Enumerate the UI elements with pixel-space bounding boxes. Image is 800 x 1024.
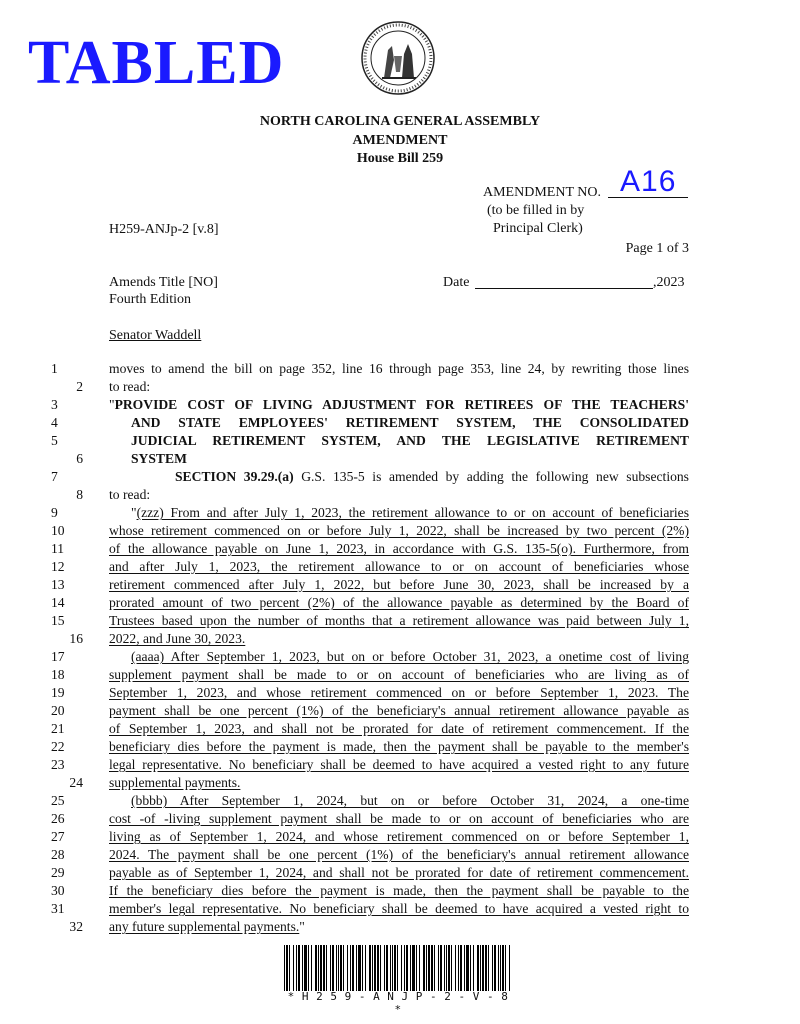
amendment-number: A16: [620, 165, 677, 198]
barcode-bar: [464, 945, 465, 991]
barcode-bar: [440, 945, 442, 991]
barcode-bar: [318, 945, 319, 991]
barcode-bar: [350, 945, 351, 991]
barcode-bar: [365, 945, 366, 991]
barcode-bar: [434, 945, 435, 991]
date-year: ,2023: [653, 275, 685, 290]
text-line: 12 and after July 1, 2023, the retirement allowance to or on account of beneficiaries whose: [51, 559, 689, 574]
text-line: 7 SECTION 39.29.(a) G.S. 135-5 is amended by adding the following new subsections: [51, 469, 689, 484]
line-number: 25: [51, 793, 65, 808]
line-number: 16: [69, 631, 83, 646]
barcode-bar: [428, 945, 430, 991]
barcode-bar: [304, 945, 307, 991]
barcode-bar: [394, 945, 396, 991]
barcode-bar: [412, 945, 415, 991]
barcode-bar: [384, 945, 385, 991]
barcode-bar: [451, 945, 452, 991]
text-line: 3 "PROVIDE COST OF LIVING ADJUSTMENT FOR RETIREES OF THE TEACHERS': [51, 397, 689, 412]
line-number: 31: [51, 901, 65, 916]
barcode-bar: [492, 945, 493, 991]
barcode-bar: [369, 945, 371, 991]
barcode-bar: [482, 945, 484, 991]
barcode-bar: [356, 945, 357, 991]
amendment-no-field: [608, 167, 688, 198]
barcode-bar: [332, 945, 334, 991]
line-number: 1: [51, 361, 58, 376]
barcode-bar: [377, 945, 379, 991]
barcode-bar: [446, 945, 447, 991]
barcode-bar: [315, 945, 317, 991]
text-line: 4 AND STATE EMPLOYEES' RETIREMENT SYSTEM, THE CONSOLIDATED: [51, 415, 689, 430]
barcode-bar: [340, 945, 342, 991]
text-line: 25 (bbbb) After September 1, 2024, but on or before October 31, 2024, a one-time: [51, 793, 689, 808]
barcode-bar: [401, 945, 402, 991]
date-label: Date: [443, 275, 470, 290]
barcode-bar: [480, 945, 481, 991]
barcode-bar: [302, 945, 303, 991]
barcode-bar: [458, 945, 459, 991]
bill-heading: House Bill 259: [356, 151, 444, 166]
line-number: 22: [51, 739, 65, 754]
barcode-bar: [308, 945, 309, 991]
barcode-bar: [326, 945, 327, 991]
nc-state-seal-icon: [360, 20, 436, 96]
barcode-bar: [323, 945, 325, 991]
barcode-bar: [448, 945, 450, 991]
barcode-bar: [455, 945, 456, 991]
line-number: 5: [51, 433, 58, 448]
text-line: 9 "(zzz) From and after July 1, 2023, the retirement allowance to or on account of beneficiaries: [51, 505, 689, 520]
barcode-bar: [330, 945, 331, 991]
text-line: 2 to read:: [109, 378, 689, 396]
barcode-bar: [466, 945, 469, 991]
barcode-bar: [485, 945, 487, 991]
text-line: 29 payable as of September 1, 2024, and shall not be prorated for date of retirement commencement.: [51, 865, 689, 880]
line-number: 26: [51, 811, 65, 826]
line-number: 4: [51, 415, 58, 430]
line-number: 2: [76, 379, 83, 394]
text-line: 21 of September 1, 2023, and shall not be prorated for date of retirement commencement. If the: [51, 721, 689, 736]
amendment-no-label: AMENDMENT NO.: [483, 185, 601, 200]
barcode-bar: [494, 945, 496, 991]
assembly-heading: NORTH CAROLINA GENERAL ASSEMBLY: [259, 114, 541, 129]
barcode-bar: [404, 945, 405, 991]
barcode-bar: [423, 945, 425, 991]
text-line: 13 retirement commenced after July 1, 2022, but before June 30, 2023, shall be increased by a: [51, 577, 689, 592]
barcode-bar: [386, 945, 388, 991]
barcode-bar: [293, 945, 294, 991]
barcode-bar: [502, 945, 504, 991]
line-number: 23: [51, 757, 65, 772]
barcode-bar: [352, 945, 354, 991]
barcode-bar: [296, 945, 297, 991]
barcode-bar: [347, 945, 348, 991]
barcode-bar: [477, 945, 479, 991]
text-line: 23 legal representative. No beneficiary shall be deemed to have acquired a vested right to any future: [51, 757, 689, 772]
text-line: 24 supplemental payments.: [109, 774, 689, 792]
barcode-bar: [338, 945, 339, 991]
text-line: 18 supplement payment shall be made to or on account of beneficiaries who are living as of: [51, 667, 689, 682]
text-line: 16 2022, and June 30, 2023.: [109, 630, 689, 648]
amendment-text: [51, 360, 689, 936]
barcode-bar: [372, 945, 373, 991]
line-number: 17: [51, 649, 65, 664]
line-number: 18: [51, 667, 65, 682]
barcode-bar: [406, 945, 408, 991]
text-line: 20 payment shall be one percent (1%) of the beneficiary's annual retirement allowance payable as: [51, 703, 689, 718]
barcode-bar: [470, 945, 471, 991]
sponsor: Senator Waddell: [109, 328, 202, 343]
line-number: 13: [51, 577, 65, 592]
line-number: 7: [51, 469, 58, 484]
barcode-bar: [500, 945, 501, 991]
text-line: 8 to read:: [109, 486, 689, 504]
text-line: 1 moves to amend the bill on page 352, line 16 through page 353, line 24, by rewriting those lines: [51, 361, 689, 376]
line-number: 9: [51, 505, 58, 520]
line-number: 27: [51, 829, 65, 844]
line-number: 15: [51, 613, 65, 628]
barcode-icon: [284, 945, 512, 991]
line-number: 32: [69, 919, 83, 934]
document-id: H259-ANJp-2 [v.8]: [109, 222, 219, 237]
text-line: 22 beneficiary dies before the payment is made, then the payment shall be payable to the member's: [51, 739, 689, 754]
edition: Fourth Edition: [109, 292, 192, 307]
barcode-bar: [426, 945, 427, 991]
line-number: 19: [51, 685, 65, 700]
barcode-bar: [311, 945, 312, 991]
text-line: 5 JUDICIAL RETIREMENT SYSTEM, AND THE LEGISLATIVE RETIREMENT: [51, 433, 689, 448]
line-number: 12: [51, 559, 65, 574]
barcode-bar: [438, 945, 439, 991]
barcode-bar: [320, 945, 322, 991]
text-line: 32 any future supplemental payments.": [109, 918, 689, 936]
barcode-bar: [336, 945, 337, 991]
text-line: 30 If the beneficiary dies before the payment is made, then the payment shall be payable to the: [51, 883, 689, 898]
barcode-bar: [289, 945, 290, 991]
line-number: 30: [51, 883, 65, 898]
line-number: 3: [51, 397, 58, 412]
barcode-bar: [284, 945, 285, 991]
text-line: 31 member's legal representative. No beneficiary shall be deemed to have acquired a vested right to: [51, 901, 689, 916]
barcode-bar: [416, 945, 417, 991]
clerk-note-2: Principal Clerk): [493, 221, 583, 236]
amendment-heading: AMENDMENT: [352, 133, 448, 148]
barcode-bar: [374, 945, 376, 991]
line-number: 29: [51, 865, 65, 880]
line-number: 24: [69, 775, 83, 790]
text-line: 15 Trustees based upon the number of months that a retirement allowance was paid between July 1,: [51, 613, 689, 628]
text-line: 14 prorated amount of two percent (2%) of the allowance payable as determined by the Board of: [51, 595, 689, 610]
line-number: 8: [76, 487, 83, 502]
tabled-stamp: TABLED: [28, 29, 285, 97]
barcode-bar: [488, 945, 489, 991]
amends-title: Amends Title [NO]: [109, 275, 218, 290]
barcode-bar: [390, 945, 391, 991]
line-number: 28: [51, 847, 65, 862]
text-line: 17 (aaaa) After September 1, 2023, but on or before October 31, 2023, a onetime cost of living: [51, 649, 689, 664]
barcode-bar: [397, 945, 398, 991]
line-number: 6: [76, 451, 83, 466]
barcode-text: * H 2 5 9 - A N J P - 2 - V - 8 *: [287, 990, 509, 1016]
barcode-bar: [509, 945, 510, 991]
line-number: 20: [51, 703, 65, 718]
text-line: 11 of the allowance payable on June 1, 2023, in accordance with G.S. 135-5(o). Furthermore, from: [51, 541, 689, 556]
clerk-note-1: (to be filled in by: [487, 203, 585, 218]
text-line: 26 cost -of -living supplement payment shall be made to or on account of beneficiaries who are: [51, 811, 689, 826]
barcode-bar: [343, 945, 344, 991]
barcode-bar: [419, 945, 420, 991]
barcode-bar: [380, 945, 381, 991]
barcode-bar: [431, 945, 433, 991]
date-field: [475, 288, 653, 289]
barcode-bar: [473, 945, 474, 991]
line-number: 21: [51, 721, 65, 736]
text-line: 27 living as of September 1, 2024, and whose retirement commenced on or before September 1,: [51, 829, 689, 844]
barcode-bar: [392, 945, 393, 991]
text-line: 19 September 1, 2023, and whose retirement commenced on or before September 1, 2023. The: [51, 685, 689, 700]
barcode-bar: [286, 945, 288, 991]
line-number: 11: [51, 541, 65, 556]
barcode-bar: [444, 945, 445, 991]
barcode-bar: [358, 945, 361, 991]
text-line: 6 SYSTEM: [109, 450, 689, 468]
line-number: 10: [51, 523, 65, 538]
text-line: 28 2024. The payment shall be one percent (1%) of the beneficiary's annual retirement allowance: [51, 847, 689, 862]
text-line: 10 whose retirement commenced on or before July 1, 2022, shall be increased by two percent (2%): [51, 523, 689, 538]
barcode-bar: [298, 945, 300, 991]
barcode-bar: [362, 945, 363, 991]
barcode-bar: [410, 945, 411, 991]
barcode-bar: [505, 945, 506, 991]
barcode-bar: [498, 945, 499, 991]
barcode-bar: [460, 945, 462, 991]
line-number: 14: [51, 595, 65, 610]
page-indicator: Page 1 of 3: [625, 241, 689, 256]
